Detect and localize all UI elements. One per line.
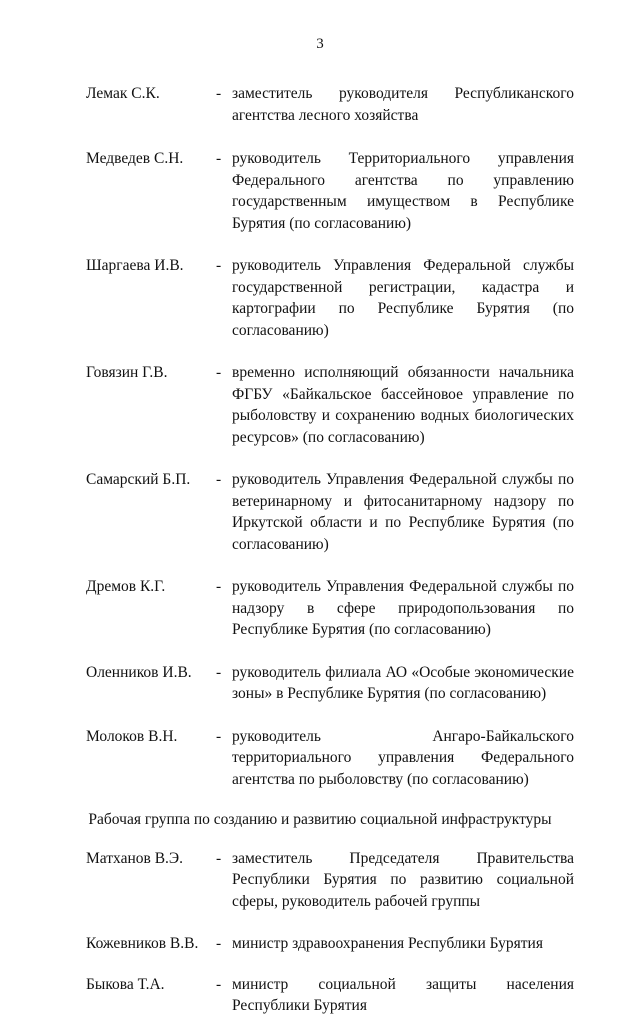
member-name: Матханов В.Э. <box>86 849 184 867</box>
dash-separator: - <box>216 85 222 102</box>
member-name: Дремов К.Г. <box>86 578 166 595</box>
dash-separator: - <box>216 727 222 745</box>
member-position: руководитель Управления Федеральной службы государственной регистрации, кадастра и картографии по Республике Бурятия (по согласованию) <box>232 257 574 339</box>
dash-separator: - <box>216 471 222 488</box>
member-entry <box>86 148 574 234</box>
member-position: руководитель Управления Федеральной службы по надзору в сфере природопользования по Республике Бурятия (по согласованию) <box>232 578 574 638</box>
dash-separator: - <box>216 849 222 867</box>
member-name: Кожевников В.В. <box>86 935 199 952</box>
member-entry <box>86 469 574 555</box>
member-name: Молоков В.Н. <box>86 727 178 745</box>
member-position: временно исполняющий обязанности начальника ФГБУ «Байкальское бассейновое управление по рыболовству и сохранению водных биологических ресурсов» (по согласованию) <box>232 364 574 446</box>
member-position: руководитель Территориального управления Федерального агентства по управлению государственным имуществом в Республике Бурятия (по согласованию) <box>232 150 574 232</box>
dash-separator: - <box>216 935 222 952</box>
member-entry <box>86 726 574 791</box>
member-position: руководитель Управления Федеральной службы по ветеринарному и фитосанитарному надзору по Иркутской области и по Республике Бурятия (по согласованию) <box>232 471 574 553</box>
member-position: заместитель руководителя Республиканского агентства лесного хозяйства <box>232 85 574 124</box>
member-position: министр социальной защиты населения Республики Бурятия <box>232 975 574 1014</box>
member-entry <box>86 974 574 1017</box>
member-list <box>0 83 640 1017</box>
dash-separator: - <box>216 364 222 381</box>
member-position: министр здравоохранения Республики Бурятия <box>232 935 543 952</box>
member-entry <box>86 848 574 913</box>
member-entry <box>86 933 574 955</box>
dash-separator: - <box>216 257 222 274</box>
member-position: руководитель Ангаро-Байкальского территориального управления Федерального агентства по рыболовству (по согласованию) <box>232 727 574 788</box>
page-number: 3 <box>316 36 324 52</box>
member-entry <box>86 255 574 341</box>
member-entry <box>86 362 574 448</box>
member-name: Лемак С.К. <box>86 85 160 102</box>
member-entry <box>86 662 574 705</box>
member-name: Самарский Б.П. <box>86 471 191 488</box>
member-name: Говязин Г.В. <box>86 364 168 381</box>
member-name: Шаргаева И.В. <box>86 257 184 274</box>
member-name: Медведев С.Н. <box>86 150 184 167</box>
dash-separator: - <box>216 663 222 681</box>
member-entry <box>86 83 574 126</box>
member-name: Быкова Т.А. <box>86 975 165 993</box>
member-position: руководитель филиала АО «Особые экономические зоны» в Республике Бурятия (по согласованию) <box>232 663 574 702</box>
section-title: Рабочая группа по созданию и развитию социальной инфраструктуры <box>88 811 552 828</box>
member-entry <box>86 576 574 641</box>
dash-separator: - <box>216 578 222 595</box>
dash-separator: - <box>216 150 222 167</box>
member-name: Оленников И.В. <box>86 663 192 681</box>
dash-separator: - <box>216 975 222 993</box>
member-position: заместитель Председателя Правительства Республики Бурятия по развитию социальной сферы, руководитель рабочей группы <box>232 849 574 910</box>
